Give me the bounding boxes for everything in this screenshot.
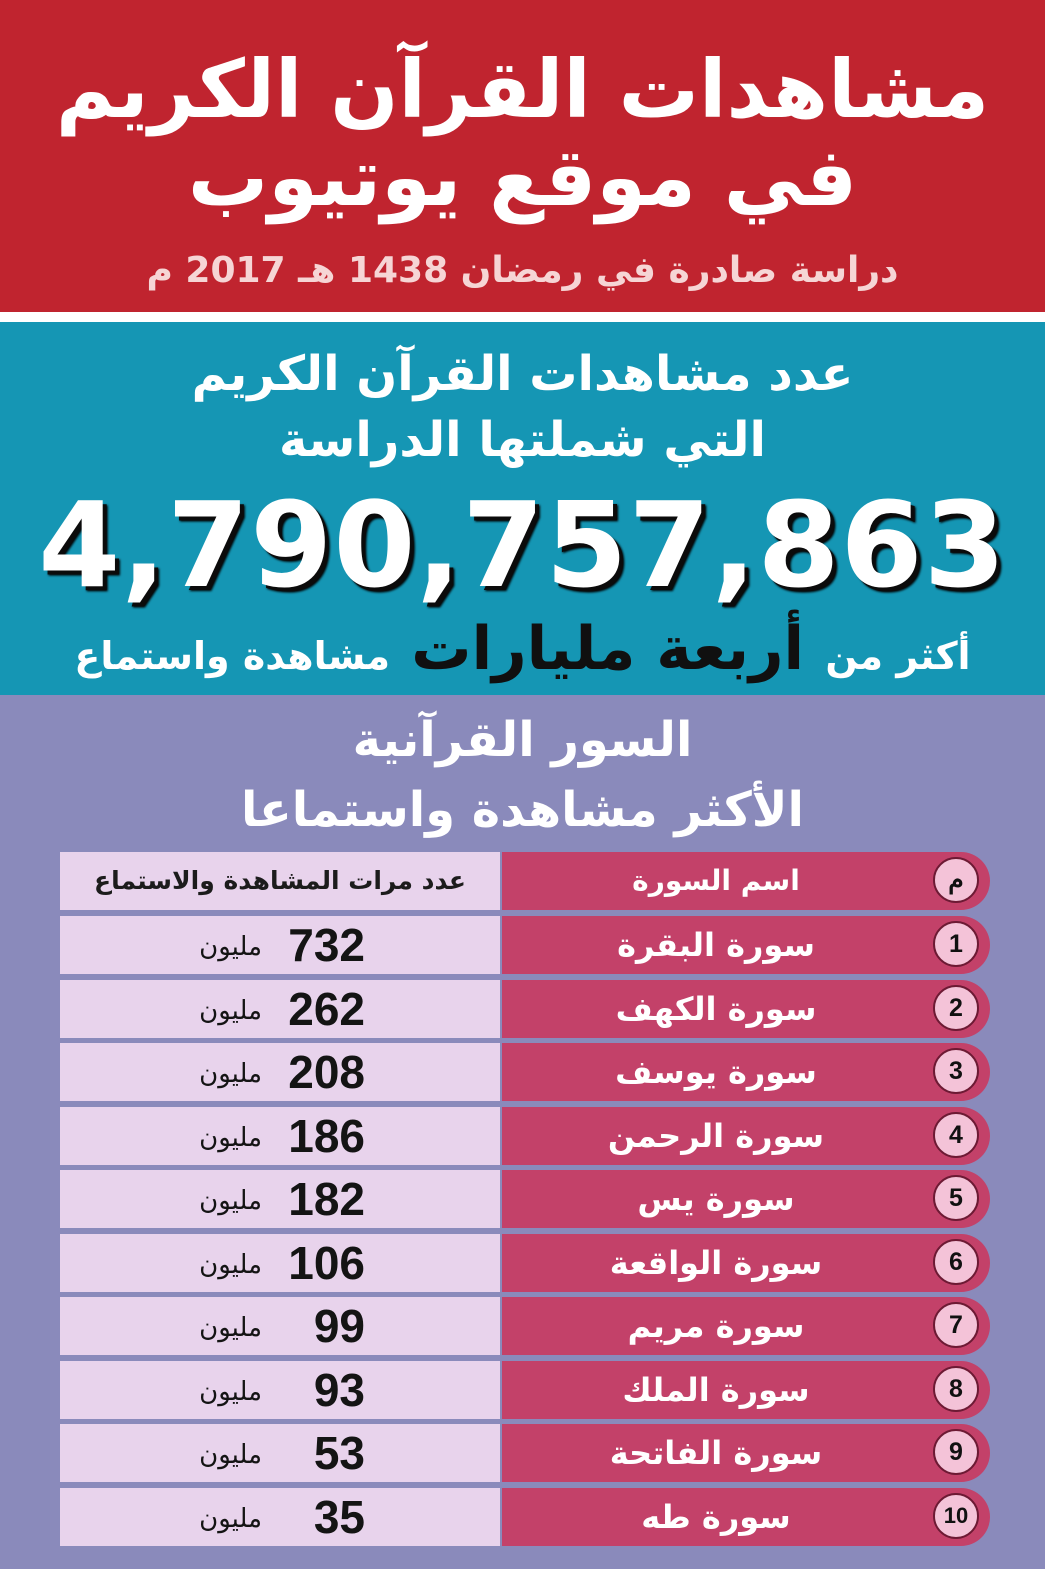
count-column-header: عدد مرات المشاهدة والاستماع — [94, 866, 466, 895]
rank-badge: 2 — [933, 985, 979, 1031]
rank-badge: 9 — [933, 1429, 979, 1475]
unit-label: مليون — [199, 1250, 262, 1280]
view-count: 208 — [288, 1046, 365, 1098]
ranking-heading-line2: الأكثر مشاهدة واستماعا — [240, 782, 804, 838]
view-count: 93 — [313, 1364, 365, 1416]
total-views-section — [0, 322, 1045, 695]
page-title-line1: مشاهدات القرآن الكريم — [55, 43, 990, 136]
total-views-number: 4,790,757,863 — [38, 476, 1007, 614]
table-row — [0, 1488, 1045, 1546]
view-count: 262 — [288, 983, 365, 1035]
rank-badge: 1 — [933, 921, 979, 967]
table-row — [0, 1234, 1045, 1292]
unit-label: مليون — [199, 996, 262, 1026]
unit-label: مليون — [199, 1504, 262, 1534]
table-row — [0, 916, 1045, 974]
ranking-heading-line1: السور القرآنية — [352, 712, 693, 768]
study-date-subtitle: دراسة صادرة في رمضان 1438 هـ 2017 م — [146, 250, 899, 291]
unit-label: مليون — [199, 1377, 262, 1407]
view-count: 35 — [313, 1491, 365, 1543]
page-title-line2: في موقع يوتيوب — [187, 131, 858, 224]
table-row — [0, 1107, 1045, 1165]
surah-name: سورة مريم — [502, 1297, 930, 1355]
table-header-row — [0, 852, 1045, 910]
header-banner — [0, 0, 1045, 312]
rank-badge: 6 — [933, 1239, 979, 1285]
view-count: 182 — [288, 1173, 365, 1225]
unit-label: مليون — [199, 1123, 262, 1153]
total-views-label-line2: التي شملتها الدراسة — [279, 412, 766, 468]
rank-badge: 5 — [933, 1175, 979, 1221]
rank-badge: 7 — [933, 1302, 979, 1348]
unit-label: مليون — [199, 932, 262, 962]
surah-name: سورة الواقعة — [502, 1234, 930, 1292]
surah-name: سورة يس — [502, 1170, 930, 1228]
surah-name: سورة الكهف — [502, 980, 930, 1038]
name-column-header: اسم السورة — [502, 852, 930, 910]
summary-caption — [0, 614, 1045, 691]
surah-name: سورة يوسف — [502, 1043, 930, 1101]
rank-column-header: م — [933, 857, 979, 903]
surah-name: سورة الملك — [502, 1361, 930, 1419]
surah-name: سورة الفاتحة — [502, 1424, 930, 1482]
rank-badge: 3 — [933, 1048, 979, 1094]
surah-name: سورة البقرة — [502, 916, 930, 974]
rank-badge: 8 — [933, 1366, 979, 1412]
unit-label: مليون — [199, 1440, 262, 1470]
unit-label: مليون — [199, 1059, 262, 1089]
view-count: 186 — [288, 1110, 365, 1162]
more-than-text: أكثر من — [825, 634, 971, 678]
four-billion-text: أربعة مليارات — [411, 614, 805, 684]
rank-badge: 4 — [933, 1112, 979, 1158]
view-count: 732 — [288, 919, 365, 971]
table-row — [0, 1043, 1045, 1101]
unit-label: مليون — [199, 1313, 262, 1343]
surah-name: سورة الرحمن — [502, 1107, 930, 1165]
surah-name: سورة طه — [502, 1488, 930, 1546]
table-row — [0, 1170, 1045, 1228]
view-count: 106 — [288, 1237, 365, 1289]
divider — [0, 312, 1045, 322]
rank-badge: 10 — [933, 1493, 979, 1539]
table-row — [0, 980, 1045, 1038]
view-count: 99 — [313, 1300, 365, 1352]
table-row — [0, 1297, 1045, 1355]
unit-label: مليون — [199, 1186, 262, 1216]
view-count: 53 — [313, 1427, 365, 1479]
total-views-label-line1: عدد مشاهدات القرآن الكريم — [191, 346, 854, 402]
table-row — [0, 1424, 1045, 1482]
views-listen-text: مشاهدة واستماع — [74, 634, 391, 678]
table-row — [0, 1361, 1045, 1419]
